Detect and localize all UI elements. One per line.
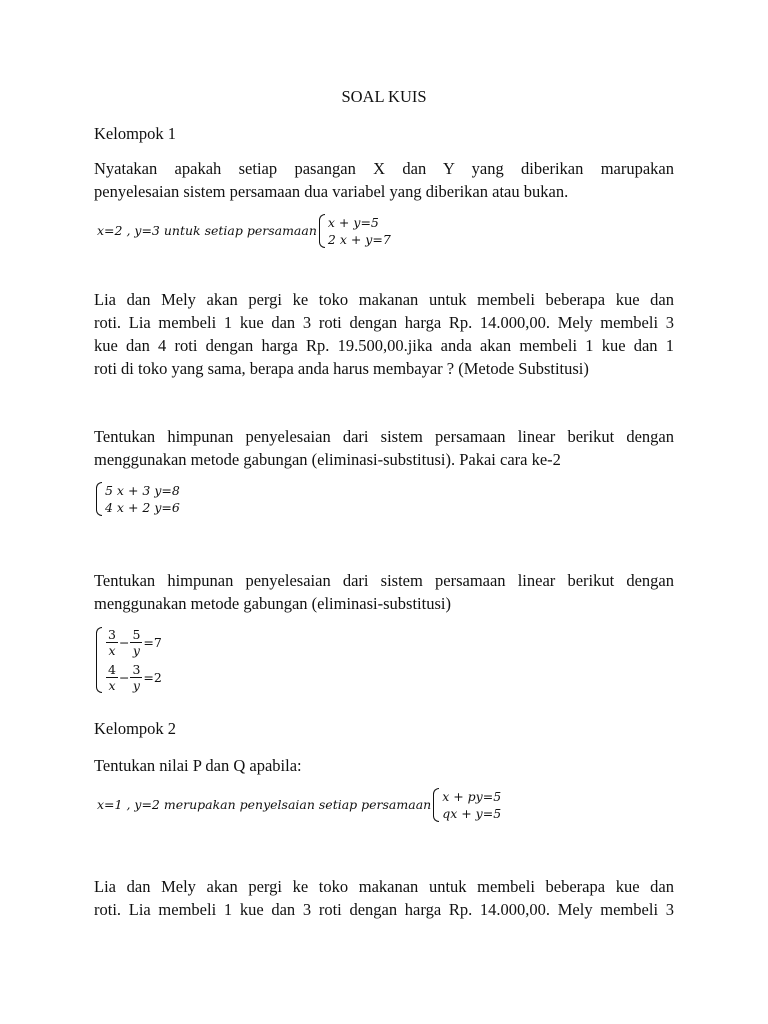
k1-q1-eq-1: x + y=5 <box>327 215 379 230</box>
k1-q1-line-2: penyelesaian sistem persamaan dua variabel yang diberikan atau bukan. <box>94 182 569 201</box>
brace-icon <box>96 627 102 693</box>
section-heading-kelompok-1: Kelompok 1 <box>94 124 177 143</box>
k1-q3-math <box>96 482 180 516</box>
k1-q4-eq-2: $\frac{4}{x}$ − $\frac{3}{y}$ =2 <box>108 662 162 693</box>
brace-icon <box>96 482 102 516</box>
k1-q1-math-lhs: x=2 , y=3 untuk setiap persamaan <box>97 223 317 238</box>
k2-q1-math-lhs: x=1 , y=2 merupakan penyelsaian setiap persamaan <box>97 797 432 812</box>
k1-q4-math <box>96 627 162 693</box>
k1-q1-eq-2: 2 x + y=7 <box>327 232 391 247</box>
k2-q1-text: Tentukan nilai P dan Q apabila: <box>94 756 302 775</box>
k1-q3-eq-2: 4 x + 2 y=6 <box>105 500 180 515</box>
brace-icon <box>433 788 439 822</box>
k2-q2-line-1: Lia dan Mely akan pergi ke toko makanan untuk membeli beberapa kue dan <box>94 877 674 896</box>
k2-q1-math <box>97 788 501 822</box>
k1-q1-math <box>97 214 391 248</box>
k2-q2-line-2: roti. Lia membeli 1 kue dan 3 roti dengan harga Rp. 14.000,00. Mely membeli 3 <box>94 900 674 919</box>
k1-q4-line-2: menggunakan metode gabungan (eliminasi-substitusi) <box>94 594 451 613</box>
k1-q3-equation-system <box>96 482 180 516</box>
k2-q1-equation-system <box>433 788 501 822</box>
page-title: SOAL KUIS <box>341 87 427 106</box>
k1-q4-line-1: Tentukan himpunan penyelesaian dari sistem persamaan linear berikut dengan <box>94 571 674 590</box>
section-heading-kelompok-2: Kelompok 2 <box>94 719 177 738</box>
k1-q2-line-2: roti. Lia membeli 1 kue dan 3 roti dengan harga Rp. 14.000,00. Mely membeli 3 <box>94 313 674 332</box>
k1-q3-line-2: menggunakan metode gabungan (eliminasi-substitusi). Pakai cara ke-2 <box>94 450 561 469</box>
k1-q3-eq-1: 5 x + 3 y=8 <box>105 483 180 498</box>
k1-q2-line-3: kue dan 4 roti dengan harga Rp. 19.500,00.jika anda akan membeli 1 kue dan 1 <box>94 336 674 355</box>
brace-icon <box>319 214 325 248</box>
k1-q4-equation-system <box>96 627 162 693</box>
k1-q1-line-1: Nyatakan apakah setiap pasangan X dan Y yang diberikan marupakan <box>94 159 674 178</box>
k1-q1-equation-system <box>319 214 391 248</box>
k1-q4-eq-1: $\frac{3}{x}$ − $\frac{5}{y}$ =7 <box>108 627 162 658</box>
k1-q3-line-1: Tentukan himpunan penyelesaian dari sistem persamaan linear berikut dengan <box>94 427 674 446</box>
k2-q1-eq-2: qx + y=5 <box>442 806 502 821</box>
k1-q2-line-1: Lia dan Mely akan pergi ke toko makanan untuk membeli beberapa kue dan <box>94 290 674 309</box>
k1-q2-line-4: roti di toko yang sama, berapa anda harus membayar ? (Metode Substitusi) <box>94 359 589 378</box>
k2-q1-eq-1: x + py=5 <box>442 789 502 804</box>
